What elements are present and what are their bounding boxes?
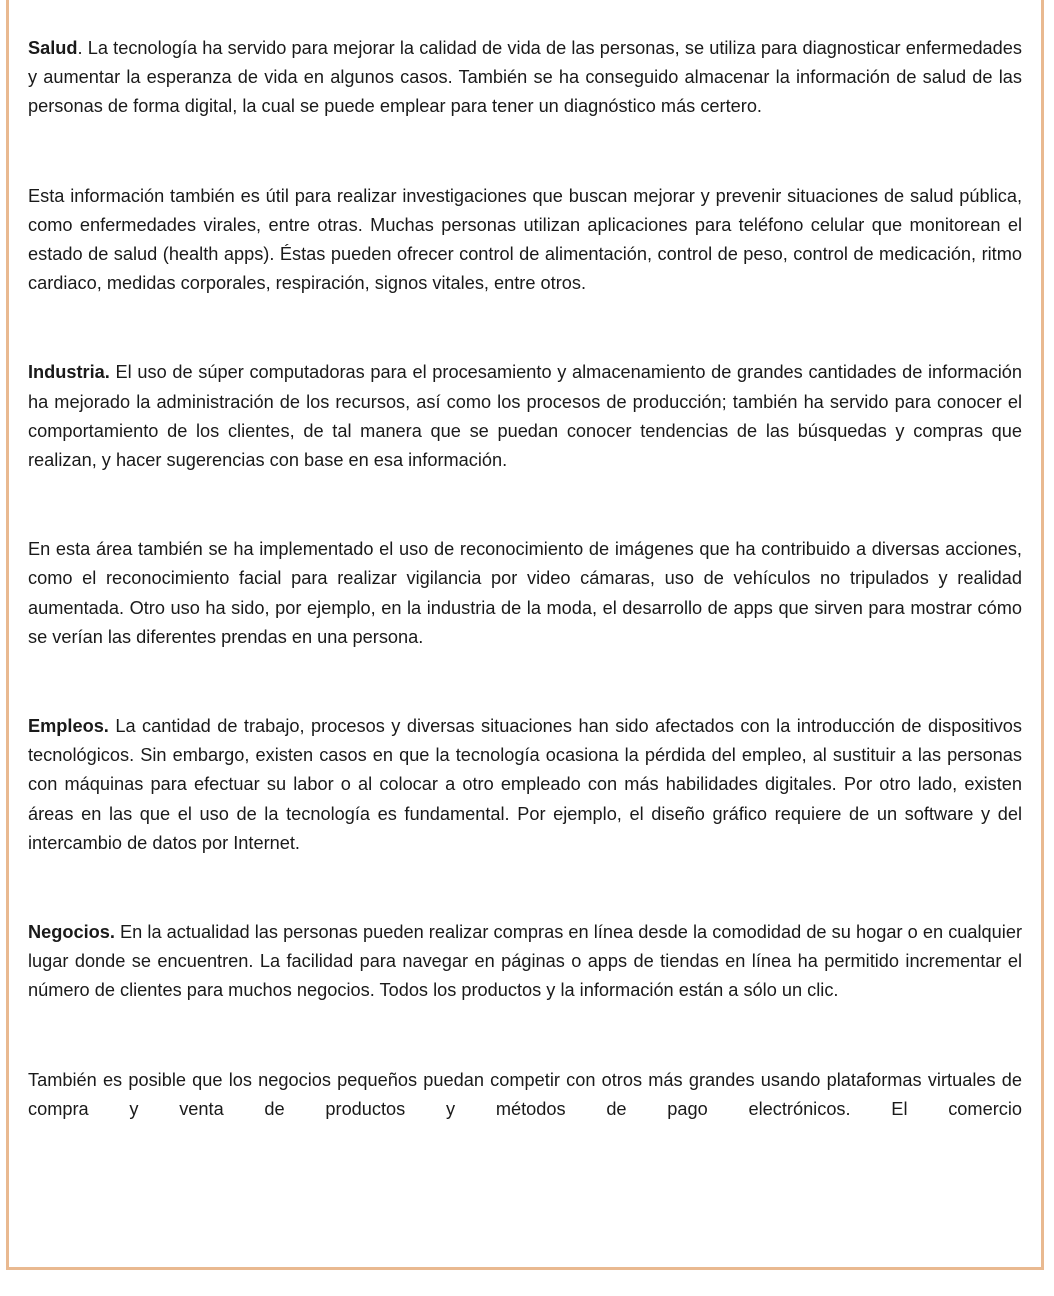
paragraph-text: También es posible que los negocios pequeños puedan competir con otros más grandes usando plataformas virtuales de compra y venta de productos y métodos de pago electrónicos. El comercio — [28, 1069, 1022, 1119]
paragraph-negocios-plataformas — [28, 1066, 1022, 1124]
paragraph-salud-info — [28, 182, 1022, 299]
paragraph-industria-imagenes — [28, 535, 1022, 652]
paragraph-salud: Salud. La tecnología ha servido para mejorar la calidad de vida de las personas, se utiliza para diagnosticar enfermedades y aumentar la esperanza de vida en algunos casos. También se ha conseguido almacenar la información de salud de las personas de forma digital, la cual se puede emplear para tener un diagnóstico más certero. — [28, 38, 1022, 117]
document-body — [28, 34, 1022, 1124]
paragraph-text: El uso de súper computadoras para el procesamiento y almacenamiento de grandes cantidades de información ha mejorado la administración de los recursos, así como los procesos de producción; también ha servido para conocer el comportamiento de los clientes, de tal manera que se puedan conocer tendencias de las búsquedas y compras que realizan, y hacer sugerencias con base en esa información. — [28, 362, 1023, 471]
paragraph-industria — [28, 358, 1022, 475]
paragraph-empleos — [28, 712, 1022, 858]
paragraph-heading-salud: Salud — [28, 38, 78, 58]
paragraph-text: La cantidad de trabajo, procesos y diversas situaciones han sido afectados con la introducción de dispositivos tecnológicos. Sin embargo, existen casos en que la tecnología ocasiona la pérdida del empleo, al sustituir a las personas con máquinas para efectuar su labor o al colocar a otro empleado con más habilidades digitales. Por otro lado, existen áreas en las que el uso de la tecnología es fundamental. Por ejemplo, el diseño gráfico requiere de un software y del intercambio de datos por Internet. — [28, 716, 1023, 853]
paragraph-text: En la actualidad las personas pueden realizar compras en línea desde la comodidad de su hogar o en cualquier lugar donde se encuentren. La facilidad para navegar en páginas o apps de tiendas en línea ha permitido incrementar el número de clientes para muchos negocios. Todos los productos y la información están a sólo un clic. — [28, 922, 1022, 1001]
paragraph-negocios — [28, 918, 1022, 1006]
paragraph-heading-negocios: Negocios. — [28, 922, 115, 943]
paragraph-heading-empleos: Empleos. — [28, 716, 109, 737]
paragraph-heading-industria: Industria. — [28, 362, 110, 383]
paragraph-text: La tecnología ha servido para mejorar la calidad de vida de las personas, se utiliza para diagnosticar enfermedades y aumentar la esperanza de vida en algunos casos. También se ha conseguido almacenar la información de salud de las personas de forma digital, la cual se puede emplear para tener un diagnóstico más certero. — [28, 38, 1022, 117]
paragraph-text: En esta área también se ha implementado el uso de reconocimiento de imágenes que ha contribuido a diversas acciones, como el reconocimiento facial para realizar vigilancia por video cámaras, uso de vehículos no tripulados y realidad aumentada. Otro uso ha sido, por ejemplo, en la industria de la moda, el desarrollo de apps que sirven para mostrar cómo se verían las diferentes prendas en una persona. — [28, 539, 1022, 647]
paragraph-text: Esta información también es útil para realizar investigaciones que buscan mejorar y prevenir situaciones de salud pública, como enfermedades virales, entre otras. Muchas personas utilizan aplicaciones para teléfono celular que monitorean el estado de salud (health apps). Éstas pueden ofrecer control de alimentación, control de peso, control de medicación, ritmo cardiaco, medidas corporales, respiración, signos vitales, entre otros. — [28, 185, 1022, 294]
